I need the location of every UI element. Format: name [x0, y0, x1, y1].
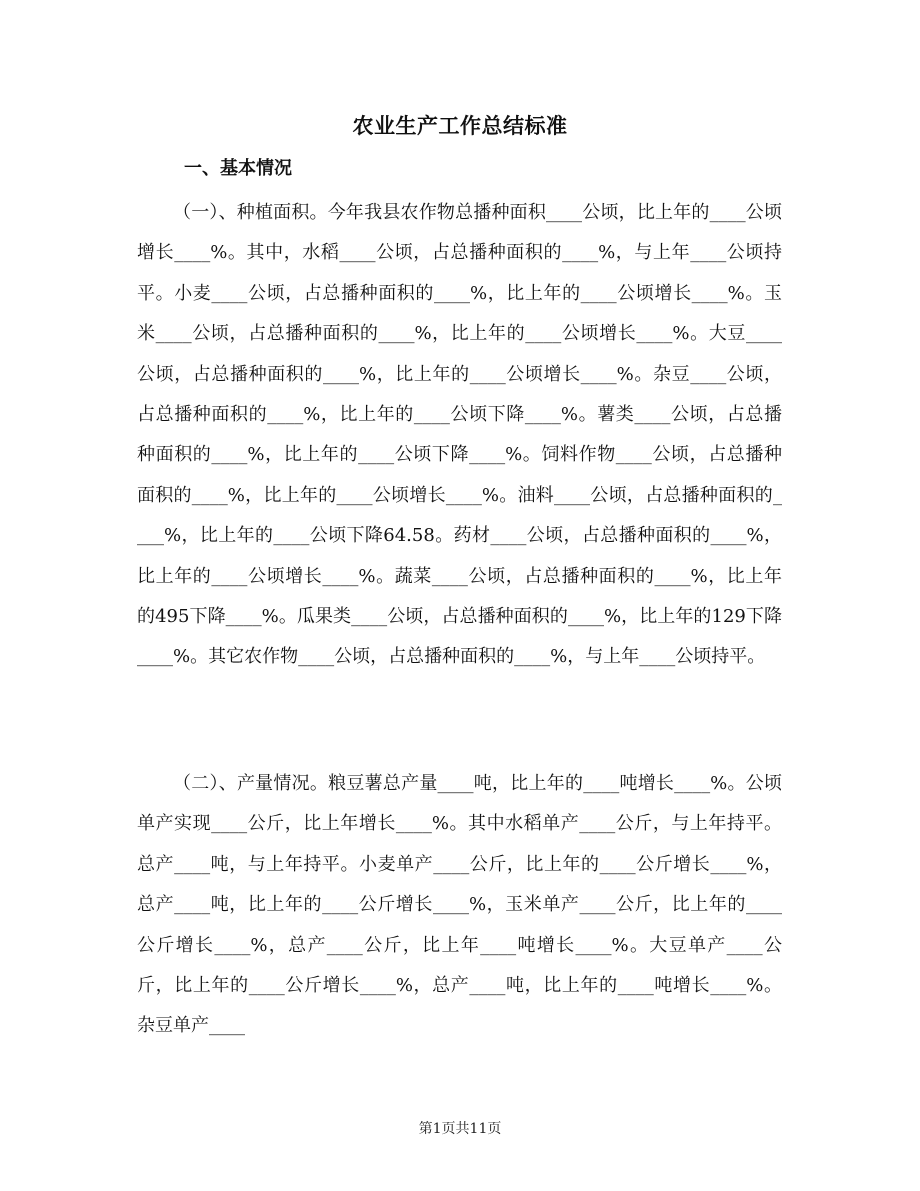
paragraph-yield: （二）、产量情况。粮豆薯总产量____吨，比上年的____吨增长____%。公顷单产实现____公斤，比上年增长____%。其中水稻单产____公斤，与上年持平。总产____吨，与上年持平。小麦单产____公斤，比上年的____公斤增长____%，总产____吨，比上年的____公斤增长____%，玉米单产____公斤，比上年的____公斤增长____%，总产____公斤，比上年____吨增长____%。大豆单产____公斤，比上年的____公斤增长____%，总产____吨，比上年的____吨增长____%。杂豆单产____	[137, 773, 782, 1037]
page-indicator: 第1页共11页	[418, 1121, 502, 1137]
section-heading: 一、基本情况	[184, 158, 292, 179]
document-title: 农业生产工作总结标准	[352, 113, 568, 138]
paragraph-planting-area: （一）、种植面积。今年我县农作物总播种面积____公顷，比上年的____公顷增长____%。其中，水稻____公顷，占总播种面积的____%，与上年____公顷持平。小麦____公顷，占总播种面积的____%，比上年的____公顷增长____%。玉米____公顷，占总播种面积的____%，比上年的____公顷增长____%。大豆____公顷，占总播种面积的____%，比上年的____公顷增长____%。杂豆____公顷，占总播种面积的____%，比上年的____公顷下降____%。薯类____公顷，占总播种面积的____%，比上年的____公顷下降____%。饲料作物____公顷，占总播种面积的____%，比上年的____公顷增长____%。油料____公顷，占总播种面积的____%，比上年的____公顷下降64.58。药材____公顷，占总播种面积的____%，比上年的____公顷增长____%。蔬菜____公顷，占总播种面积的____%，比上年的495下降____%。瓜果类____公顷，占总播种面积的____%，比上年的129下降____%。其它农作物____公顷，占总播种面积的____%，与上年____公顷持平。	[137, 202, 782, 668]
